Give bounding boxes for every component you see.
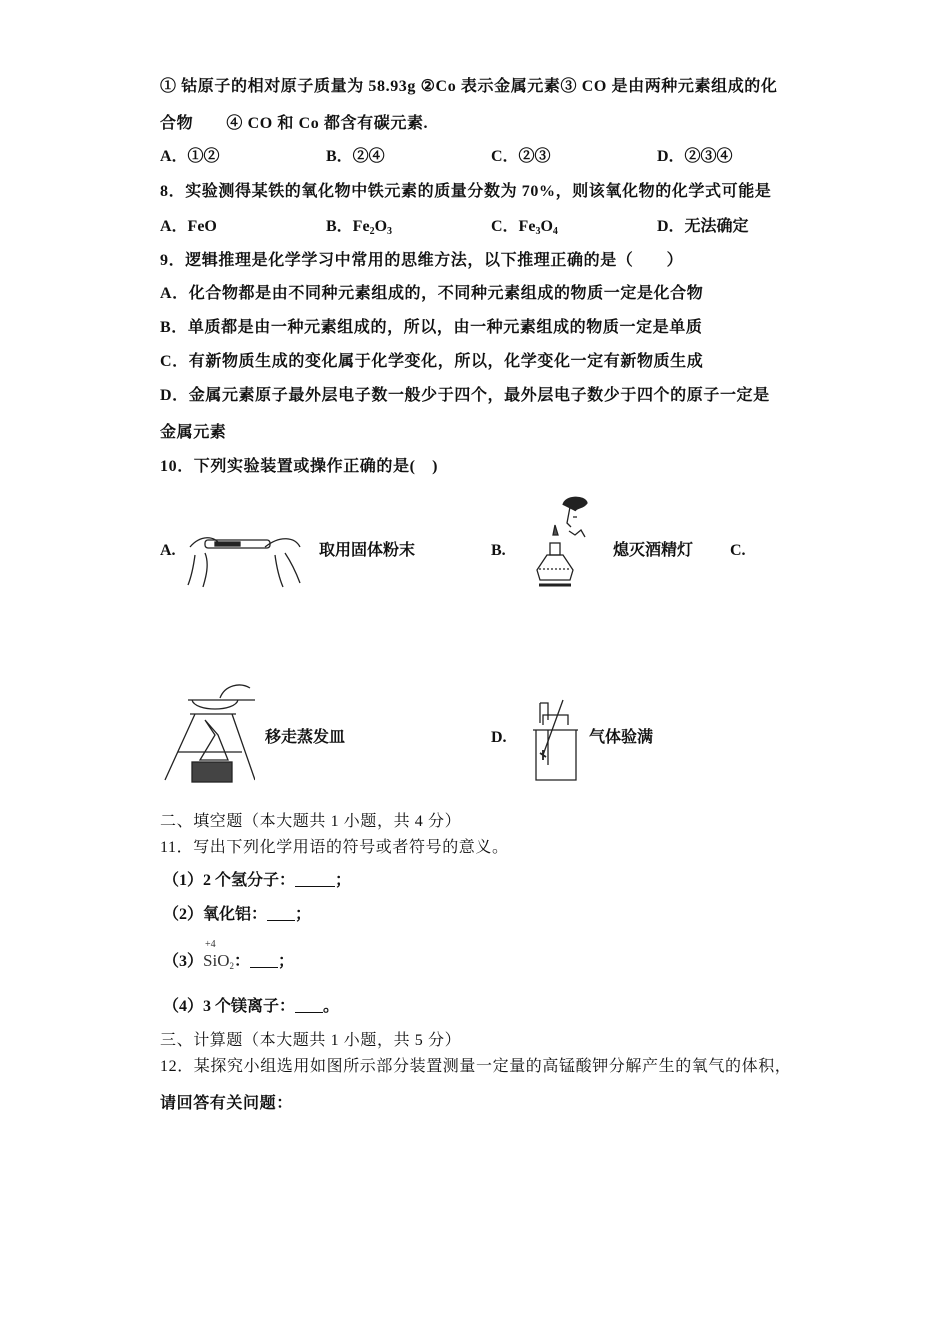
q11-item-1-end: ； — [335, 872, 352, 889]
q10-option-c-letter: C. — [730, 542, 746, 559]
section3-title: 三、计算题（本大题共 1 小题，共 5 分） — [160, 1032, 462, 1049]
q11-item-4 — [163, 997, 339, 1017]
q8-c-fe: C．Fe — [491, 218, 536, 235]
q10-option-b-caption: 熄灭酒精灯 — [613, 542, 694, 559]
q11-item-4-end: 。 — [323, 998, 340, 1015]
q11-item-3-end: ； — [278, 953, 295, 970]
sio2-formula — [203, 939, 234, 976]
answer-blank-2[interactable] — [267, 906, 295, 921]
q10-stem: 10．下列实验装置或操作正确的是( ) — [160, 458, 439, 475]
answer-blank-1[interactable] — [295, 872, 335, 887]
q11-item-1 — [163, 871, 351, 891]
answer-blank-4[interactable] — [295, 998, 323, 1013]
q9-option-b: B．单质都是由一种元素组成的，所以，由一种元素组成的物质一定是单质 — [160, 319, 703, 336]
q11-item-4-label: （4）3 个镁离子： — [163, 998, 296, 1015]
q11-item-3-colon: ： — [233, 953, 250, 970]
q10-option-c-caption: 移走蒸发皿 — [265, 729, 346, 746]
valence-mark: +4 — [205, 939, 216, 950]
q7-option-c: C．②③ — [491, 148, 551, 165]
q10-option-b-letter: B. — [491, 542, 506, 559]
q10-option-d-caption: 气体验满 — [589, 729, 654, 746]
q12-line2: 请回答有关问题： — [160, 1095, 293, 1112]
answer-blank-3[interactable] — [250, 953, 278, 968]
q10-option-a-caption: 取用固体粉末 — [319, 542, 416, 559]
q7-statement-line2: 合物 ④ CO 和 Co 都含有碳元素. — [160, 115, 429, 132]
q11-item-2 — [163, 905, 311, 925]
q8-c-o: O — [540, 218, 553, 235]
q7-option-d: D．②③④ — [657, 148, 733, 165]
q8-option-c — [491, 217, 558, 242]
formula-sub: 2 — [229, 961, 234, 971]
gas-bottle-illustration — [528, 695, 583, 785]
q10-option-a-letter: A. — [160, 542, 176, 559]
evaporating-dish-tripod-illustration — [160, 680, 255, 785]
formula-main: SiO — [203, 951, 230, 970]
q11-item-3 — [163, 939, 295, 976]
q8-b-sub1: 2 — [369, 226, 375, 237]
q11-item-1-label: （1）2 个氢分子： — [163, 872, 296, 889]
q8-option-b — [326, 217, 392, 242]
q8-c-sub1: 3 — [535, 226, 541, 237]
q8-b-o: O — [374, 218, 388, 235]
q8-b-fe: B．Fe — [326, 218, 370, 235]
q11-item-2-label: （2）氧化铝： — [163, 906, 268, 923]
q8-c-sub2: 4 — [552, 226, 558, 237]
q11-item-3-label: （3） — [163, 953, 204, 970]
section2-title: 二、填空题（本大题共 1 小题，共 4 分） — [160, 813, 462, 830]
alcohol-lamp-face-illustration — [525, 495, 610, 590]
q9-option-c: C．有新物质生成的变化属于化学变化，所以，化学变化一定有新物质生成 — [160, 353, 704, 370]
q7-statement-line1: ① 钴原子的相对原子质量为 58.93g ②Co 表示金属元素③ CO 是由两种元素组成的化 — [160, 78, 778, 95]
q9-option-a: A．化合物都是由不同种元素组成的，不同种元素组成的物质一定是化合物 — [160, 285, 704, 302]
q11-item-2-end: ； — [295, 906, 312, 923]
test-tube-hands-illustration — [185, 525, 305, 590]
q9-option-d: D．金属元素原子最外层电子数一般少于四个，最外层电子数少于四个的原子一定是 — [160, 387, 770, 404]
q9-option-d-cont: 金属元素 — [160, 424, 227, 441]
q8-b-sub2: 3 — [387, 226, 393, 237]
q10-option-d-letter: D. — [491, 729, 507, 746]
q9-stem: 9．逻辑推理是化学学习中常用的思维方法，以下推理正确的是（ ） — [160, 252, 684, 269]
q7-option-a: A．①② — [160, 148, 220, 165]
q8-option-a: A．FeO — [160, 218, 217, 235]
q7-option-b: B．②④ — [326, 148, 385, 165]
q12-line1: 12．某探究小组选用如图所示部分装置测量一定量的高锰酸钾分解产生的氧气的体积， — [160, 1058, 792, 1075]
q11-stem: 11．写出下列化学用语的符号或者符号的意义。 — [160, 839, 509, 856]
q8-option-d: D．无法确定 — [657, 218, 749, 235]
q8-stem: 8．实验测得某铁的氧化物中铁元素的质量分数为 70%，则该氧化物的化学式可能是 — [160, 183, 772, 200]
